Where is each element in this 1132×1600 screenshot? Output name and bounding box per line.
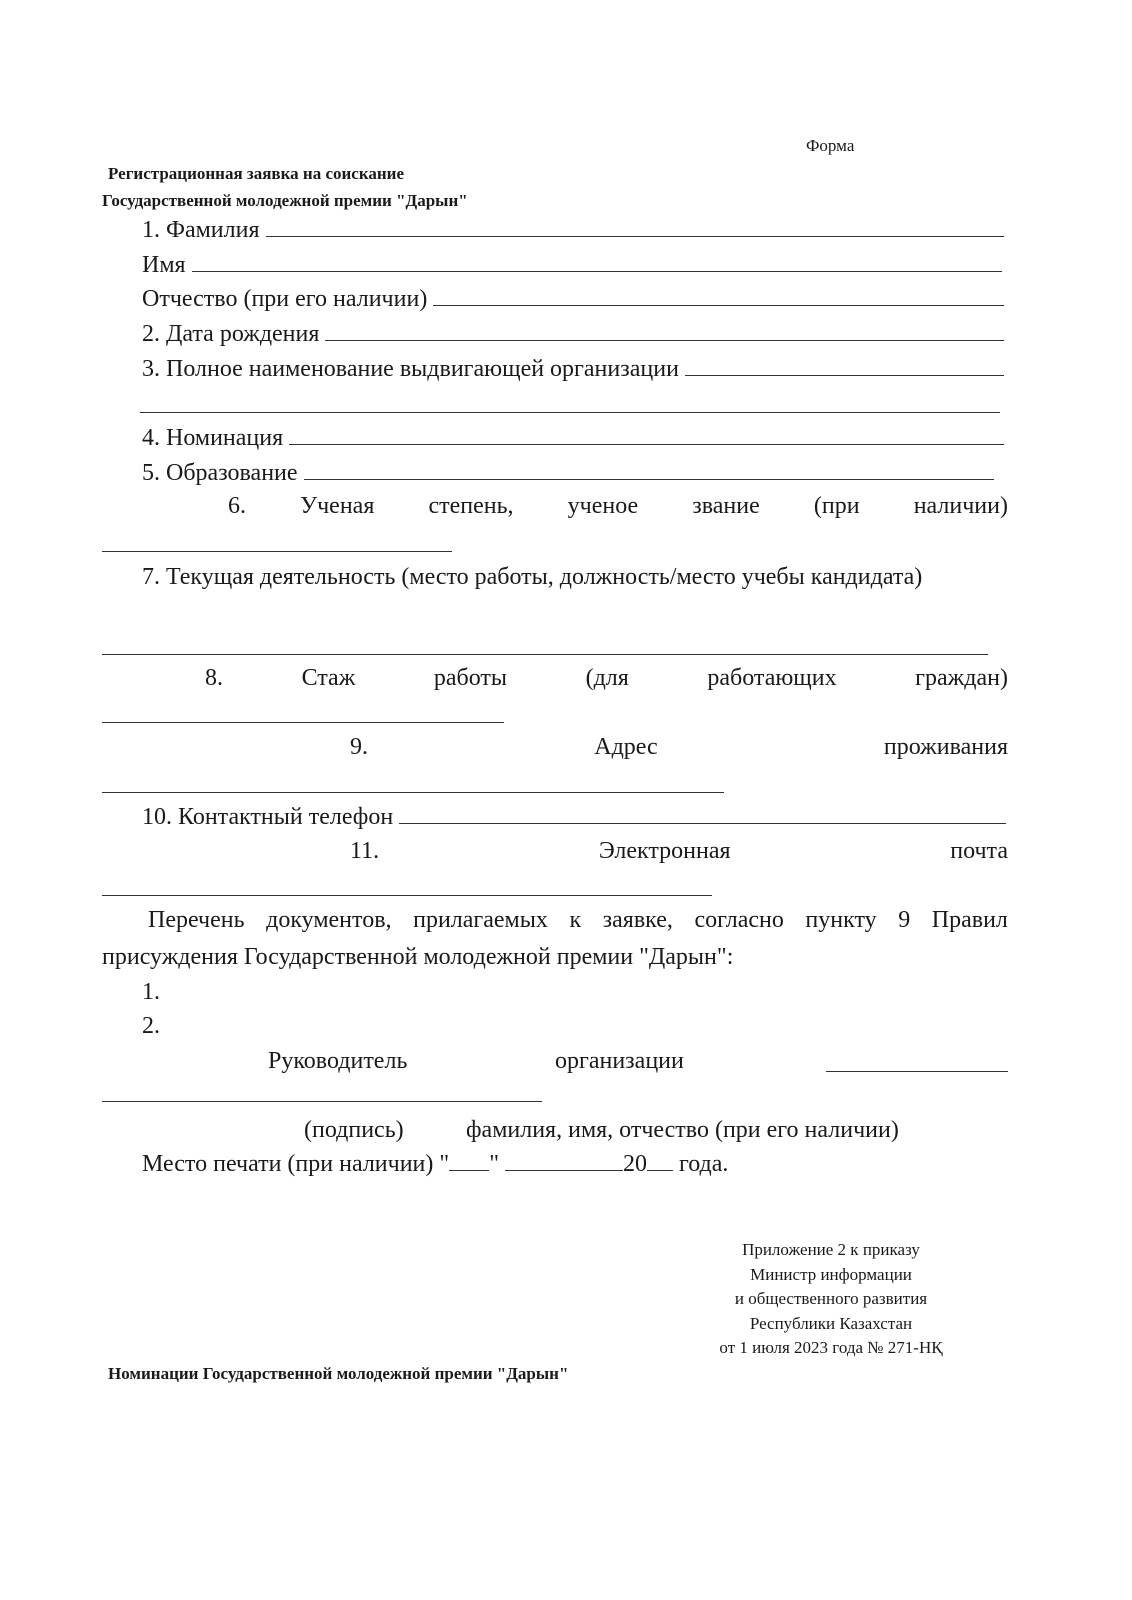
field-nomination-label: 4. Номинация bbox=[142, 425, 284, 451]
field-email-label: 11. Электронная почта bbox=[350, 838, 1008, 864]
stamp-line: Место печати (при наличии) " " 20 года. bbox=[142, 1151, 729, 1177]
field-patronymic-label: Отчество (при его наличии) bbox=[142, 286, 428, 312]
stamp-year-blank[interactable] bbox=[647, 1169, 673, 1171]
field-degree-blank[interactable] bbox=[102, 551, 452, 552]
field-organization-blank[interactable] bbox=[685, 355, 1004, 376]
field-education-blank[interactable] bbox=[304, 459, 994, 480]
field-address-blank[interactable] bbox=[102, 792, 724, 793]
field-activity-label: 7. Текущая деятельность (место работы, должность/место учебы кандидата) bbox=[142, 564, 923, 590]
field-surname-label: 1. Фамилия bbox=[142, 217, 260, 243]
nominations-title: Номинации Государственной молодежной премии "Дарын" bbox=[108, 1364, 569, 1383]
field-birthdate-blank[interactable] bbox=[325, 320, 1004, 341]
signature-head-label-1: Руководитель bbox=[268, 1048, 408, 1074]
appendix-line: Приложение 2 к приказу bbox=[742, 1240, 920, 1259]
field-nomination-blank[interactable] bbox=[289, 424, 1004, 445]
field-name-blank[interactable] bbox=[192, 251, 1002, 272]
appendix-line: Министр информации bbox=[750, 1264, 912, 1284]
fio-label: фамилия, имя, отчество (при его наличии) bbox=[466, 1117, 899, 1143]
form-label: Форма bbox=[806, 136, 855, 155]
documents-item: 1. bbox=[142, 979, 160, 1005]
field-name bbox=[142, 251, 1002, 279]
field-email-blank[interactable] bbox=[102, 895, 712, 896]
field-birthdate-label: 2. Дата рождения bbox=[142, 321, 320, 347]
field-degree-label: 6. Ученая степень, ученое звание (при наличии) bbox=[228, 493, 1008, 519]
signature-label: (подпись) bbox=[304, 1117, 404, 1143]
field-phone-blank[interactable] bbox=[399, 803, 1006, 824]
field-organization-label: 3. Полное наименование выдвигающей организации bbox=[142, 356, 679, 382]
stamp-day-blank[interactable] bbox=[449, 1169, 489, 1171]
form-title-line1: Регистрационная заявка на соискание bbox=[108, 164, 405, 183]
field-surname bbox=[142, 216, 1004, 244]
signature-head-label-2: организации bbox=[555, 1048, 684, 1074]
field-activity-blank[interactable] bbox=[102, 654, 988, 655]
documents-intro-line1: Перечень документов, прилагаемых к заявке, согласно пункту 9 Правил bbox=[148, 907, 1008, 933]
field-experience-blank[interactable] bbox=[102, 722, 504, 723]
field-patronymic bbox=[142, 285, 1004, 313]
field-experience-label: 8. Стаж работы (для работающих граждан) bbox=[205, 665, 1008, 691]
field-phone bbox=[142, 803, 1006, 831]
appendix-block bbox=[700, 1238, 962, 1361]
appendix-line: Республики Казахстан bbox=[749, 1313, 913, 1333]
field-birthdate bbox=[142, 320, 1004, 348]
documents-item: 2. bbox=[142, 1013, 160, 1039]
signature-blank[interactable] bbox=[826, 1071, 1008, 1072]
signature-fio-blank[interactable] bbox=[102, 1101, 542, 1102]
field-patronymic-blank[interactable] bbox=[433, 285, 1004, 306]
documents-intro-line2: присуждения Государственной молодежной премии "Дарын": bbox=[102, 944, 734, 970]
field-education bbox=[142, 459, 994, 487]
field-phone-label: 10. Контактный телефон bbox=[142, 804, 394, 830]
field-surname-blank[interactable] bbox=[266, 216, 1004, 237]
field-organization bbox=[142, 355, 1004, 383]
appendix-line: и общественного развития bbox=[734, 1289, 928, 1308]
field-name-label: Имя bbox=[142, 252, 186, 278]
field-address-label: 9. Адрес проживания bbox=[350, 734, 1008, 760]
field-nomination bbox=[142, 424, 1004, 452]
appendix-line: от 1 июля 2023 года № 271-НҚ bbox=[719, 1338, 943, 1357]
field-education-label: 5. Образование bbox=[142, 460, 298, 486]
stamp-month-blank[interactable] bbox=[505, 1169, 623, 1171]
field-organization-blank-2[interactable] bbox=[140, 412, 1000, 413]
form-title-line2: Государственной молодежной премии "Дарын" bbox=[102, 191, 468, 210]
